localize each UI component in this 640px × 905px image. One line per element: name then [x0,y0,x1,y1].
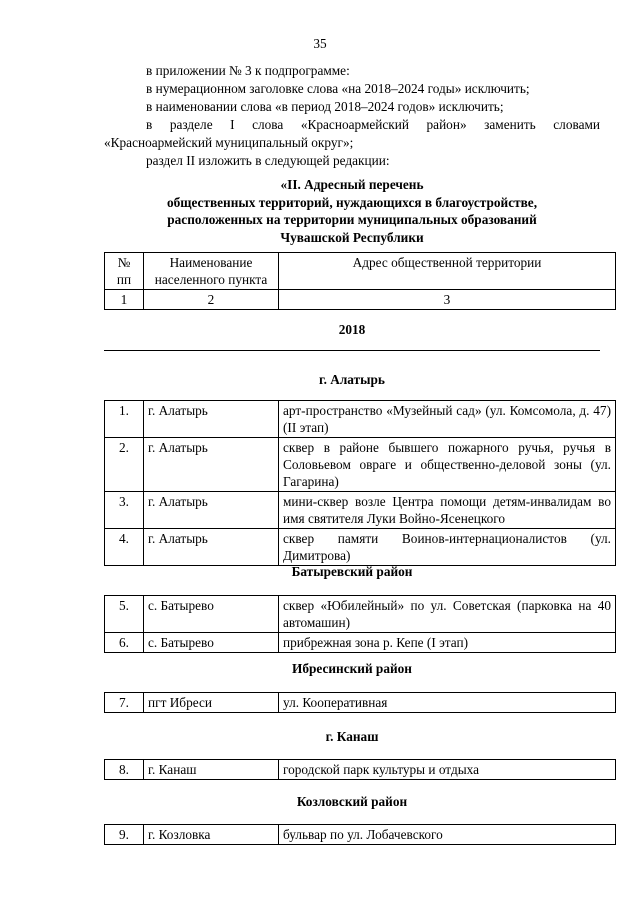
table-row [105,633,616,653]
heading-line: расположенных на территории муниципальных образований [167,212,537,227]
header-num-1: 1 [105,290,144,310]
row-number: 9. [105,825,144,845]
row-place: пгт Ибреси [144,693,279,713]
header-number: № пп [105,253,144,290]
header-address: Адрес общественной территории [279,253,616,290]
row-address: бульвар по ул. Лобачевского [279,825,616,845]
row-address: сквер памяти Воинов-интернационалистов (ул. Димитрова) [279,529,616,566]
table-block-alatyr [104,400,616,566]
row-place: г. Алатырь [144,492,279,529]
row-place: с. Батырево [144,633,279,653]
table-row [105,825,616,845]
table-row [105,529,616,566]
row-place: с. Батырево [144,596,279,633]
table-row [105,693,616,713]
heading-line: Чувашской Республики [280,229,424,245]
table-row [105,401,616,438]
row-place: г. Алатырь [144,401,279,438]
header-place: Наименование населенного пункта [144,253,279,290]
header-num-2: 2 [144,290,279,310]
row-number: 1. [105,401,144,438]
table-row [105,760,616,780]
row-address: арт-пространство «Музейный сад» (ул. Комсомола, д. 47) (II этап) [279,401,616,438]
row-address: прибрежная зона р. Кепе (I этап) [279,633,616,653]
row-address: сквер «Юбилейный» по ул. Советская (парковка на 40 автомашин) [279,596,616,633]
table-block-kozlovka [104,824,616,845]
table-block-batyrevo [104,595,616,653]
section-heading [104,176,600,246]
section-alatyr: г. Алатырь [319,372,385,387]
section-ibresi: Ибресинский район [292,661,412,676]
row-number: 7. [105,693,144,713]
row-place: г. Канаш [144,760,279,780]
table-header [104,252,616,310]
divider [104,350,600,351]
row-place: г. Алатырь [144,529,279,566]
heading-line: «II. Адресный перечень [280,177,424,192]
row-number: 4. [105,529,144,566]
section-kozlovka: Козловский район [296,794,408,809]
row-number: 8. [105,760,144,780]
row-address: сквер в районе бывшего пожарного ручья, ручья в Соловьевом овраге и общественно-деловой зоны (ул. Гагарина) [279,438,616,492]
row-address: городской парк культуры и отдыха [279,760,616,780]
row-number: 6. [105,633,144,653]
page-number: 35 [313,36,327,51]
table-row [105,438,616,492]
row-address: мини-сквер возле Центра помощи детям-инвалидам во имя святителя Луки Войно-Ясенецкого [279,492,616,529]
section-kanash: г. Канаш [325,729,379,744]
section-batyrevo: Батыревский район [291,564,413,579]
row-place: г. Алатырь [144,438,279,492]
table-block-kanash [104,759,616,780]
intro-line: в разделе I слова «Красноармейский район» заменить словами «Красноармейский муниципальный округ»; [104,117,600,150]
row-number: 5. [105,596,144,633]
row-place: г. Козловка [144,825,279,845]
row-number: 3. [105,492,144,529]
intro-line: раздел II изложить в следующей редакции: [146,153,390,168]
heading-line: общественных территорий, нуждающихся в благоустройстве, [166,194,538,210]
intro-line: в наименовании слова «в период 2018–2024 годов» исключить; [146,99,504,114]
row-address: ул. Кооперативная [279,693,616,713]
table-block-ibresi [104,692,616,713]
year-heading: 2018 [338,322,366,337]
table-row [105,492,616,529]
intro-text [104,62,600,170]
row-number: 2. [105,438,144,492]
intro-line: в нумерационном заголовке слова «на 2018–2024 годы» исключить; [146,81,530,96]
header-num-3: 3 [279,290,616,310]
table-row [105,596,616,633]
intro-line: в приложении № 3 к подпрограмме: [146,63,350,78]
